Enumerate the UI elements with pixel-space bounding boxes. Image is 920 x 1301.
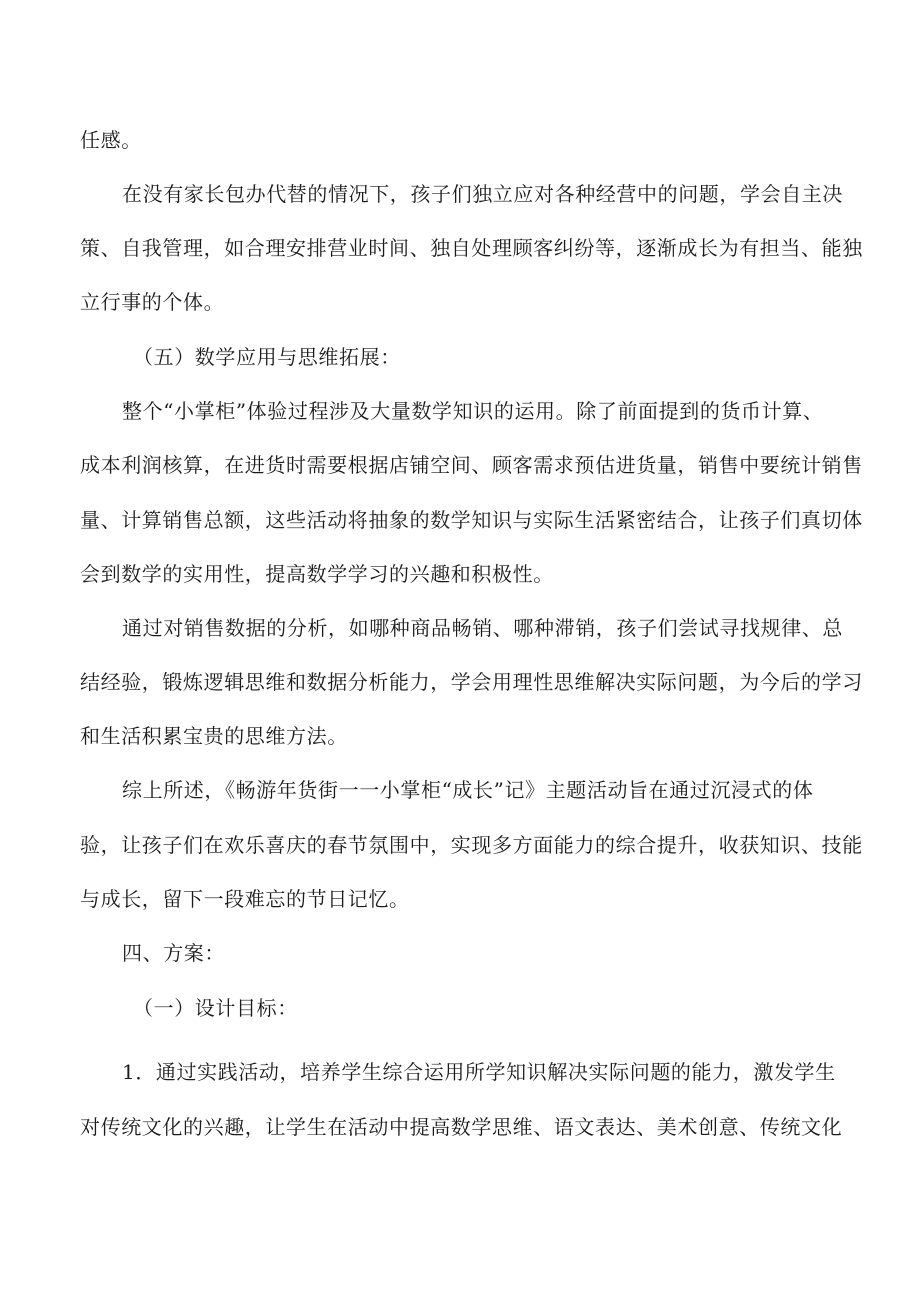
text-line: 策、自我管理，如合理安排营业时间、独自处理顾客纠纷等，逐渐成长为有担当、能独: [80, 236, 863, 260]
text-line: 整个“小掌柜”体验过程涉及大量数学知识的运用。除了前面提到的货币计算、: [122, 399, 824, 423]
text-line: 对传统文化的兴趣，让学生在活动中提高数学思维、语文表达、美术创意、传统文化: [80, 1115, 843, 1139]
section-heading: 四、方案：: [122, 941, 225, 965]
subsection-heading: （一）设计目标：: [133, 996, 298, 1020]
text-line: 综上所述，《畅游年货街一一小掌柜“成长”记》主题活动旨在通过沉浸式的体: [122, 778, 814, 802]
text-line: 任感。: [80, 128, 142, 152]
section-heading: （五）数学应用与思维拓展：: [133, 345, 401, 369]
text-line: 通过对销售数据的分析，如哪种商品畅销、哪种滞销，孩子们尝试寻找规律、总: [122, 616, 843, 640]
text-line: 在没有家长包办代替的情况下，孩子们独立应对各种经营中的问题，学会自主决: [122, 182, 843, 206]
text-line: 量、计算销售总额，这些活动将抽象的数学知识与实际生活紧密结合，让孩子们真切体: [80, 508, 863, 532]
text-line: 结经验，锻炼逻辑思维和数据分析能力，学会用理性思维解决实际问题，为今后的学习: [80, 670, 863, 694]
text-line: 成本利润核算，在进货时需要根据店铺空间、顾客需求预估进货量，销售中要统计销售: [80, 453, 863, 477]
text-line: 验，让孩子们在欢乐喜庆的春节氛围中，实现多方面能力的综合提升，收获知识、技能: [80, 833, 863, 857]
text-line: 立行事的个体。: [80, 290, 225, 314]
text-line: 和生活积累宝贵的思维方法。: [80, 724, 348, 748]
text-line: 1．通过实践活动，培养学生综合运用所学知识解决实际问题的能力，激发学生: [122, 1060, 836, 1084]
text-line: 会到数学的实用性，提高数学学习的兴趣和积极性。: [80, 562, 554, 586]
text-line: 与成长，留下一段难忘的节日记忆。: [80, 887, 410, 911]
